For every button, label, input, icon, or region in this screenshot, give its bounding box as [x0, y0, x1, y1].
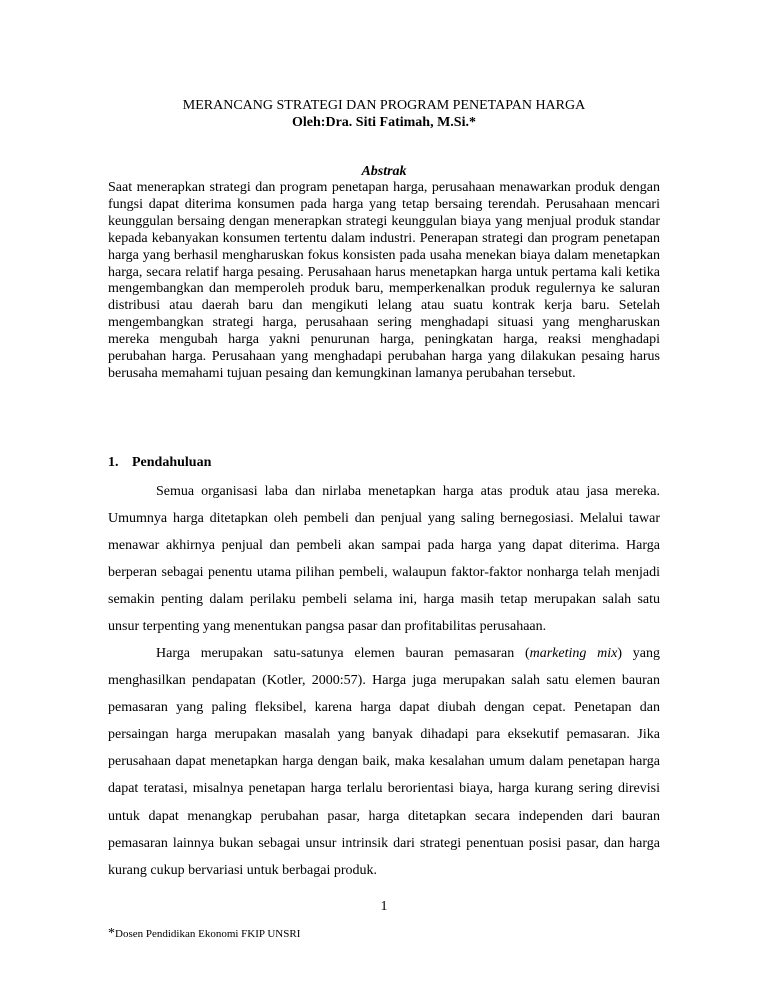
document-title: MERANCANG STRATEGI DAN PROGRAM PENETAPAN HARGA — [182, 98, 586, 113]
abstract-text: Saat menerapkan strategi dan program penetapan harga, perusahaan menawarkan produk dengan fungsi dapat diterima konsumen pada harga yang tetap bersaing terendah. Perusahaan mencari keunggulan bersaing dengan menerapkan strategi keunggulan biaya yang menjual produk standar kepada kebanyakan konsumen tertentu dalam industri. Penerapan strategi dan program penetapan harga yang berhasil mengharuskan fokus konsisten pada usaha menekan biaya dalam menetapkan harga, secara relatif harga pesaing. Perusahaan harus menetapkan harga untuk pertama kali ketika mengembangkan dan memperoleh produk baru, memperkenalkan produk regulernya ke saluran distribusi atau daerah baru dan mengikuti lelang atau suatu kontrak kerja baru. Setelah mengembangkan strategi harga, perusahaan sering menghadapi situasi yang mengharuskan mereka mengubah harga yakni penurunan harga, peningkatan harga, reaksi menghadapi perubahan harga. Perusahaan yang menghadapi perubahan harga yang dilakukan pesaing harus berusaha memahami tujuan pesaing dan kemungkinan lamanya perubahan tersebut. — [108, 180, 660, 381]
paragraph-1: Semua organisasi laba dan nirlaba menetapkan harga atas produk atau jasa mereka. Umumnya harga ditetapkan oleh pembeli dan penjual yang saling bernegosiasi. Melalui tawar menawar akhirnya penjual dan pembeli akan sampai pada harga yang dapat diterima. Harga berperan sebagai penentu utama pilihan pembeli, walaupun faktor-faktor nonharga telah menjadi semakin penting dalam perilaku pembeli selama ini, harga masih tetap merupakan salah satu unsur terpenting yang menentukan pangsa pasar dan profitabilitas perusahaan. — [108, 484, 660, 635]
footnote-marker: * — [108, 926, 115, 941]
footnote — [108, 927, 300, 941]
section-heading — [108, 454, 211, 471]
paragraph-2-rest: ) yang menghasilkan pendapatan (Kotler, 2000:57). Harga juga merupakan salah satu elemen bauran pemasaran yang paling fleksibel, karena harga dapat diubah dengan cepat. Penetapan dan persaingan harga merupakan masalah yang banyak dihadapi para eksekutif pemasaran. Jika perusahaan dapat menetapkan harga dengan baik, maka kesalahan umum dalam penetapan harga dapat teratasi, misalnya penetapan harga terlalu berorientasi biaya, harga kurang sering direvisi untuk dapat menangkap perubahan pasar, harga ditetapkan secara independen dari bauran pemasaran lainnya bukan sebagai unsur intrinsik dari strategi penentuan posisi pasar, dan harga kurang cukup bervariasi untuk berbagai produk. — [108, 646, 660, 878]
abstract-heading: Abstrak — [361, 164, 407, 179]
section-number: 1. — [108, 455, 119, 470]
paragraph-2 — [108, 640, 660, 884]
paragraph-2-start: Harga merupakan satu-satunya elemen bauran pemasaran ( — [156, 646, 530, 661]
author-line: Oleh:Dra. Siti Fatimah, M.Si.* — [292, 115, 476, 130]
page-number: 1 — [380, 899, 388, 914]
paragraph-2-italic-term: marketing mix — [529, 646, 618, 661]
footnote-text: Dosen Pendidikan Ekonomi FKIP UNSRI — [115, 928, 301, 940]
section-title: Pendahuluan — [132, 455, 212, 470]
